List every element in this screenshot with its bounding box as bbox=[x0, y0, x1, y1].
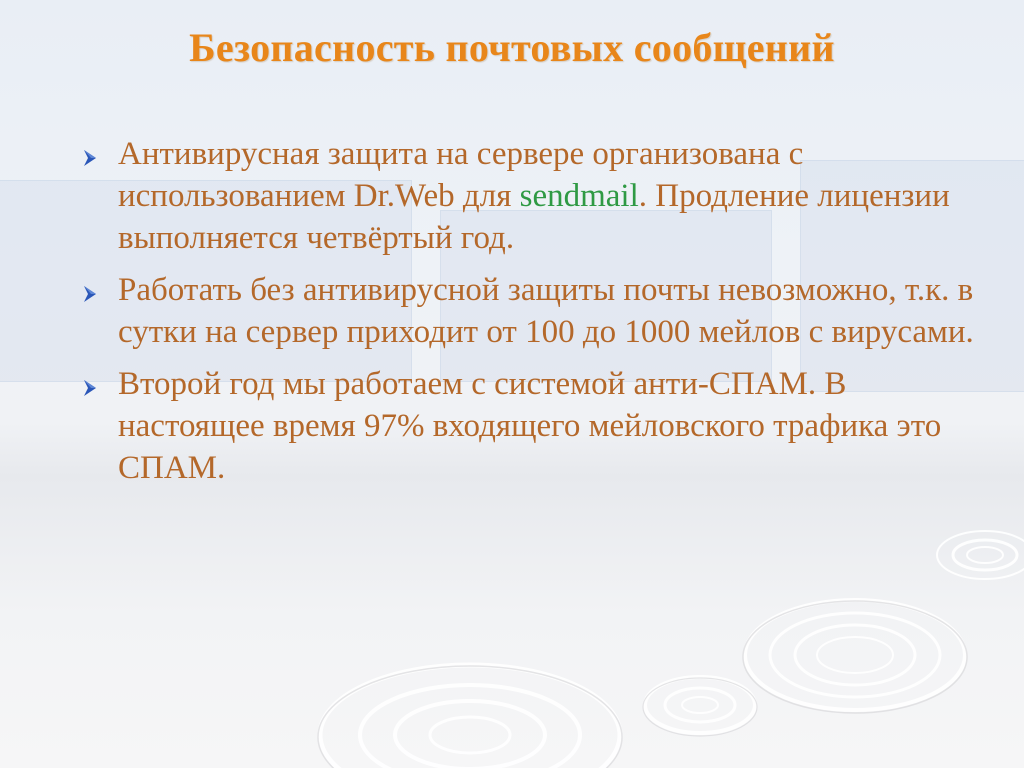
sendmail-highlight: sendmail bbox=[519, 178, 639, 214]
arrow-bullet-icon bbox=[80, 377, 102, 399]
bullet-item-antispam bbox=[80, 363, 980, 489]
bullet-list bbox=[80, 133, 980, 499]
bullet-item-antivirus bbox=[80, 133, 980, 259]
bullet-text: Антивирусная защита на сервере организована с использованием Dr.Web для bbox=[118, 136, 804, 214]
bullet-item-no-protection bbox=[80, 269, 980, 353]
bullet-text: Второй год мы работаем с системой анти-СПАМ. В настоящее время 97% входящего мейловского трафика это СПАМ. bbox=[118, 366, 942, 486]
bullet-text: . Продление лицензии выполняется четвёртый год. bbox=[118, 178, 950, 256]
bullet-text: Работать без антивирусной защиты почты невозможно, т.к. в сутки на сервер приходит от 100 до 1000 мейлов с вирусами. bbox=[118, 272, 974, 350]
arrow-bullet-icon bbox=[80, 283, 102, 305]
slide-title: Безопасность почтовых сообщений bbox=[189, 25, 835, 70]
arrow-bullet-icon bbox=[80, 147, 102, 169]
